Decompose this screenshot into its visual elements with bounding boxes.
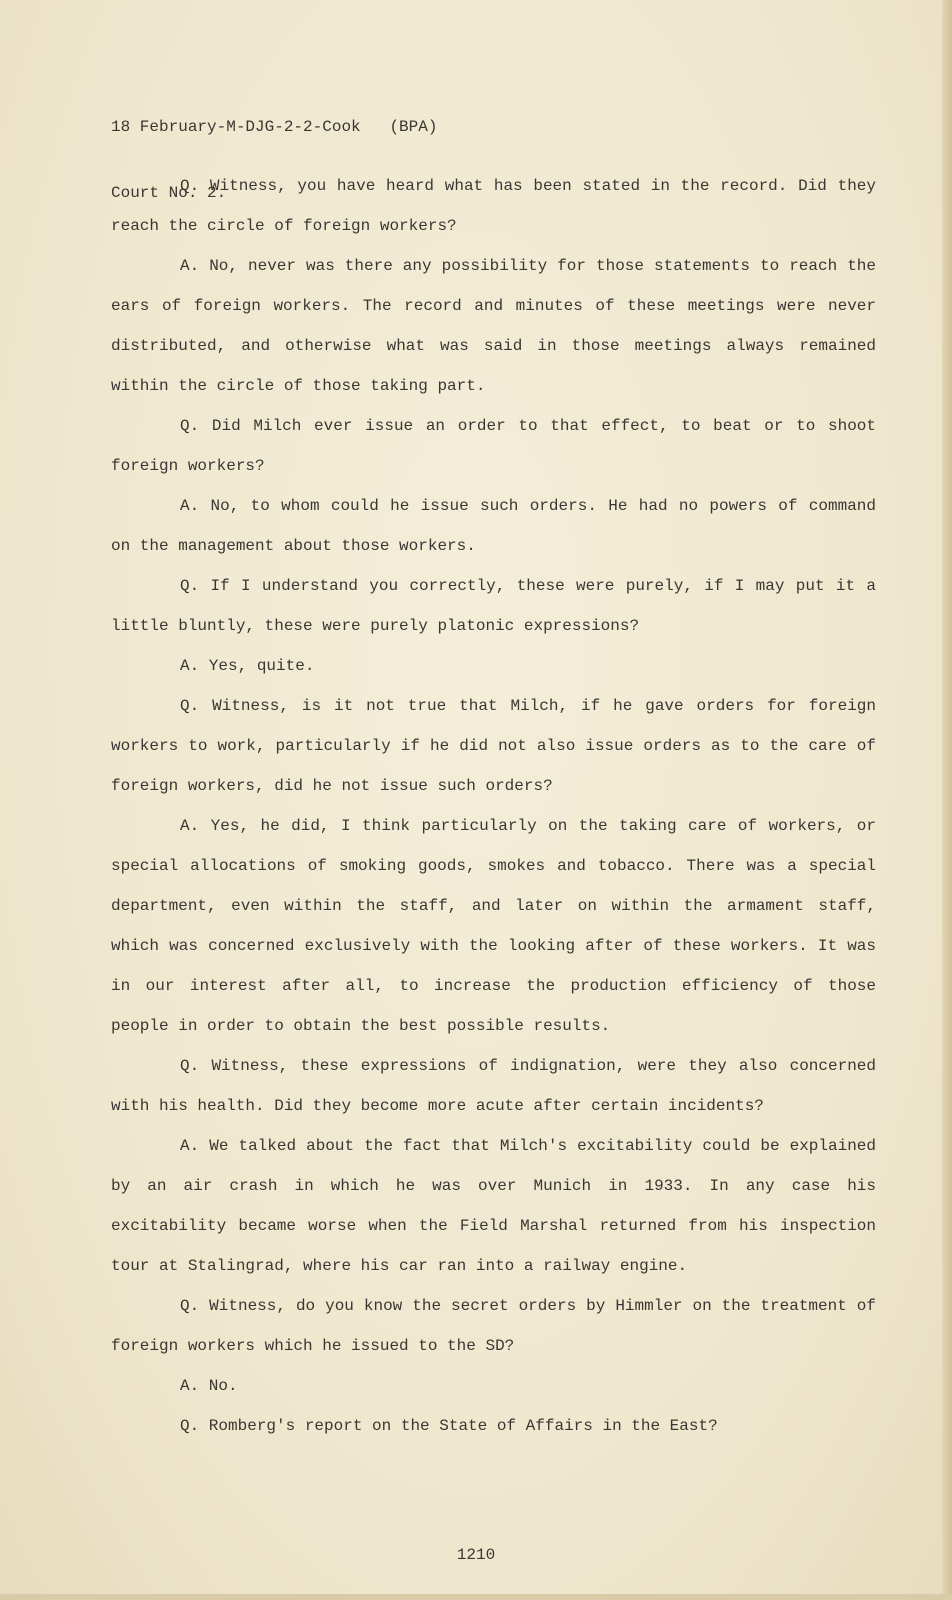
transcript-paragraph-a2: A. No, to whom could he issue such orders. He had no powers of command on the management about those workers.: [111, 497, 876, 555]
page-number: 1210: [456, 1546, 496, 1564]
transcript-paragraph-q2: Q. Did Milch ever issue an order to that effect, to beat or to shoot foreign workers?: [111, 417, 876, 475]
transcript-paragraph-a5: A. We talked about the fact that Milch's excitability could be explained by an air crash in which he was over Munich in 1933. In any case his excitability became worse when the Field Marshal returned from his inspection tour at Stalingrad, where his car ran into a railway engine.: [111, 1137, 876, 1275]
transcript-paragraph-q4: Q. Witness, is it not true that Milch, if he gave orders for foreign workers to work, particularly if he did not also issue orders as to the care of foreign workers, did he not issue such orders?: [111, 697, 876, 795]
transcript-paragraph-q3: Q. If I understand you correctly, these were purely, if I may put it a little bluntly, these were purely platonic expressions?: [111, 577, 876, 635]
page-bottom-edge: [0, 1594, 952, 1600]
header-line-2: Court No. 2.: [111, 184, 227, 202]
transcript-paragraph-a4: A. Yes, he did, I think particularly on the taking care of workers, or special allocations of smoking goods, smokes and tobacco. There was a special department, even within the staff, and later on within the armament staff, which was concerned exclusively with the looking after of these workers. It was in our interest after all, to increase the production efficiency of those people in order to obtain the best possible results.: [111, 817, 876, 1035]
transcript-paragraph-q5: Q. Witness, these expressions of indignation, were they also concerned with his health. Did they become more acute after certain incidents?: [111, 1057, 876, 1115]
transcript-paragraph-q6: Q. Witness, do you know the secret orders by Himmler on the treatment of foreign workers which he issued to the SD?: [111, 1297, 876, 1355]
page-edge-shadow: [942, 0, 952, 1600]
transcript-paragraph-q1: Q. Witness, you have heard what has been stated in the record. Did they reach the circle of foreign workers?: [111, 177, 876, 235]
transcript-paragraph-a3: A. Yes, quite.: [180, 657, 315, 675]
transcript-paragraph-a1: A. No, never was there any possibility for those statements to reach the ears of foreign workers. The record and minutes of these meetings were never distributed, and otherwise what was said in those meetings always remained within the circle of those taking part.: [111, 257, 876, 395]
transcript-paragraph-a6: A. No.: [180, 1377, 238, 1395]
transcript-body: [111, 166, 876, 1446]
header-line-1: 18 February-M-DJG-2-2-Cook (BPA): [111, 118, 438, 136]
transcript-paragraph-q7: Q. Romberg's report on the State of Affairs in the East?: [180, 1417, 718, 1435]
